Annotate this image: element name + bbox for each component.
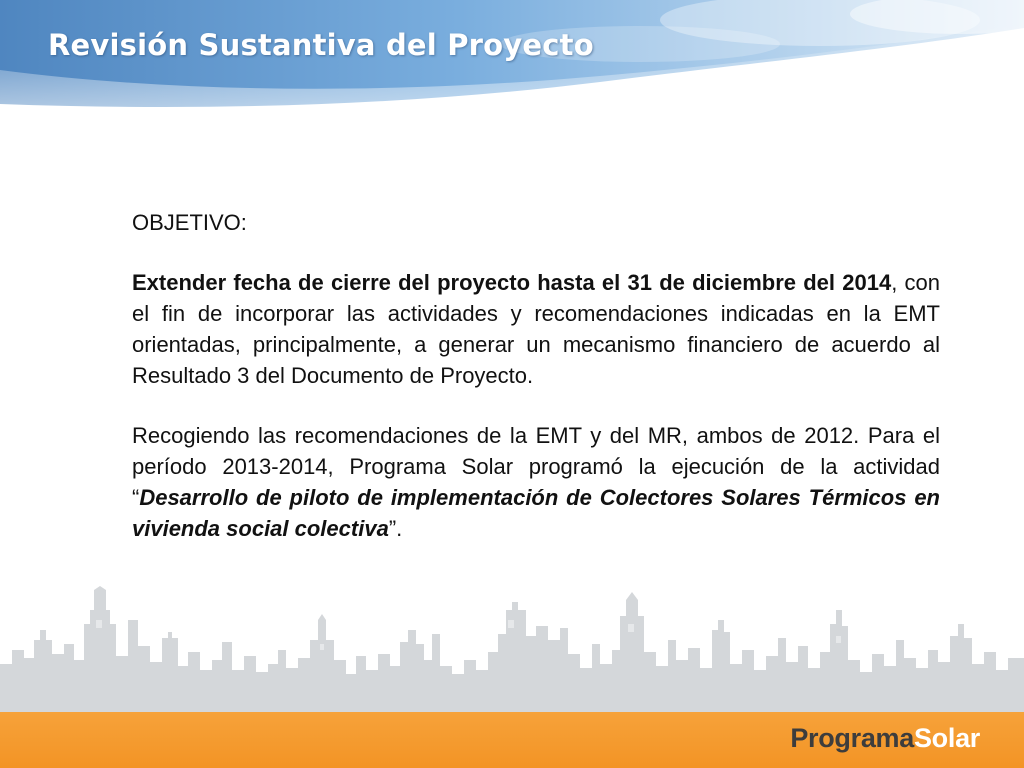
- city-skyline-graphic: [0, 580, 1024, 712]
- programa-solar-logo: [790, 723, 980, 754]
- objective-detail: , con el fin de incorporar las actividades y recomendaciones indicadas en la EMT orientadas, principalmente, a generar un mecanismo financiero de acuerdo al Resultado 3 del Documento de Proyecto.: [132, 270, 940, 388]
- slide-content: [132, 207, 940, 544]
- sky-banner-graphic: [0, 0, 1024, 140]
- activity-intro: Recogiendo las recomendaciones de la EMT y del MR, ambos de 2012. Para el período 2013-2014, Programa Solar programó la ejecución de la actividad “: [132, 423, 940, 510]
- objective-label: OBJETIVO:: [132, 210, 247, 235]
- activity-end: ”.: [388, 516, 403, 541]
- logo-part-programa: Programa: [790, 723, 914, 753]
- logo-part-solar: Solar: [913, 723, 980, 753]
- objective-highlight: Extender fecha de cierre del proyecto hasta el 31 de diciembre del 2014: [132, 270, 892, 295]
- header-banner: [0, 0, 1024, 140]
- activity-paragraph: [132, 420, 940, 544]
- footer-bar: [0, 712, 1024, 768]
- slide-title: Revisión Sustantiva del Proyecto: [48, 28, 594, 62]
- objective-paragraph: [132, 267, 940, 391]
- activity-name: Desarrollo de piloto de implementación de Colectores Solares Térmicos en vivienda social colectiva: [132, 485, 940, 541]
